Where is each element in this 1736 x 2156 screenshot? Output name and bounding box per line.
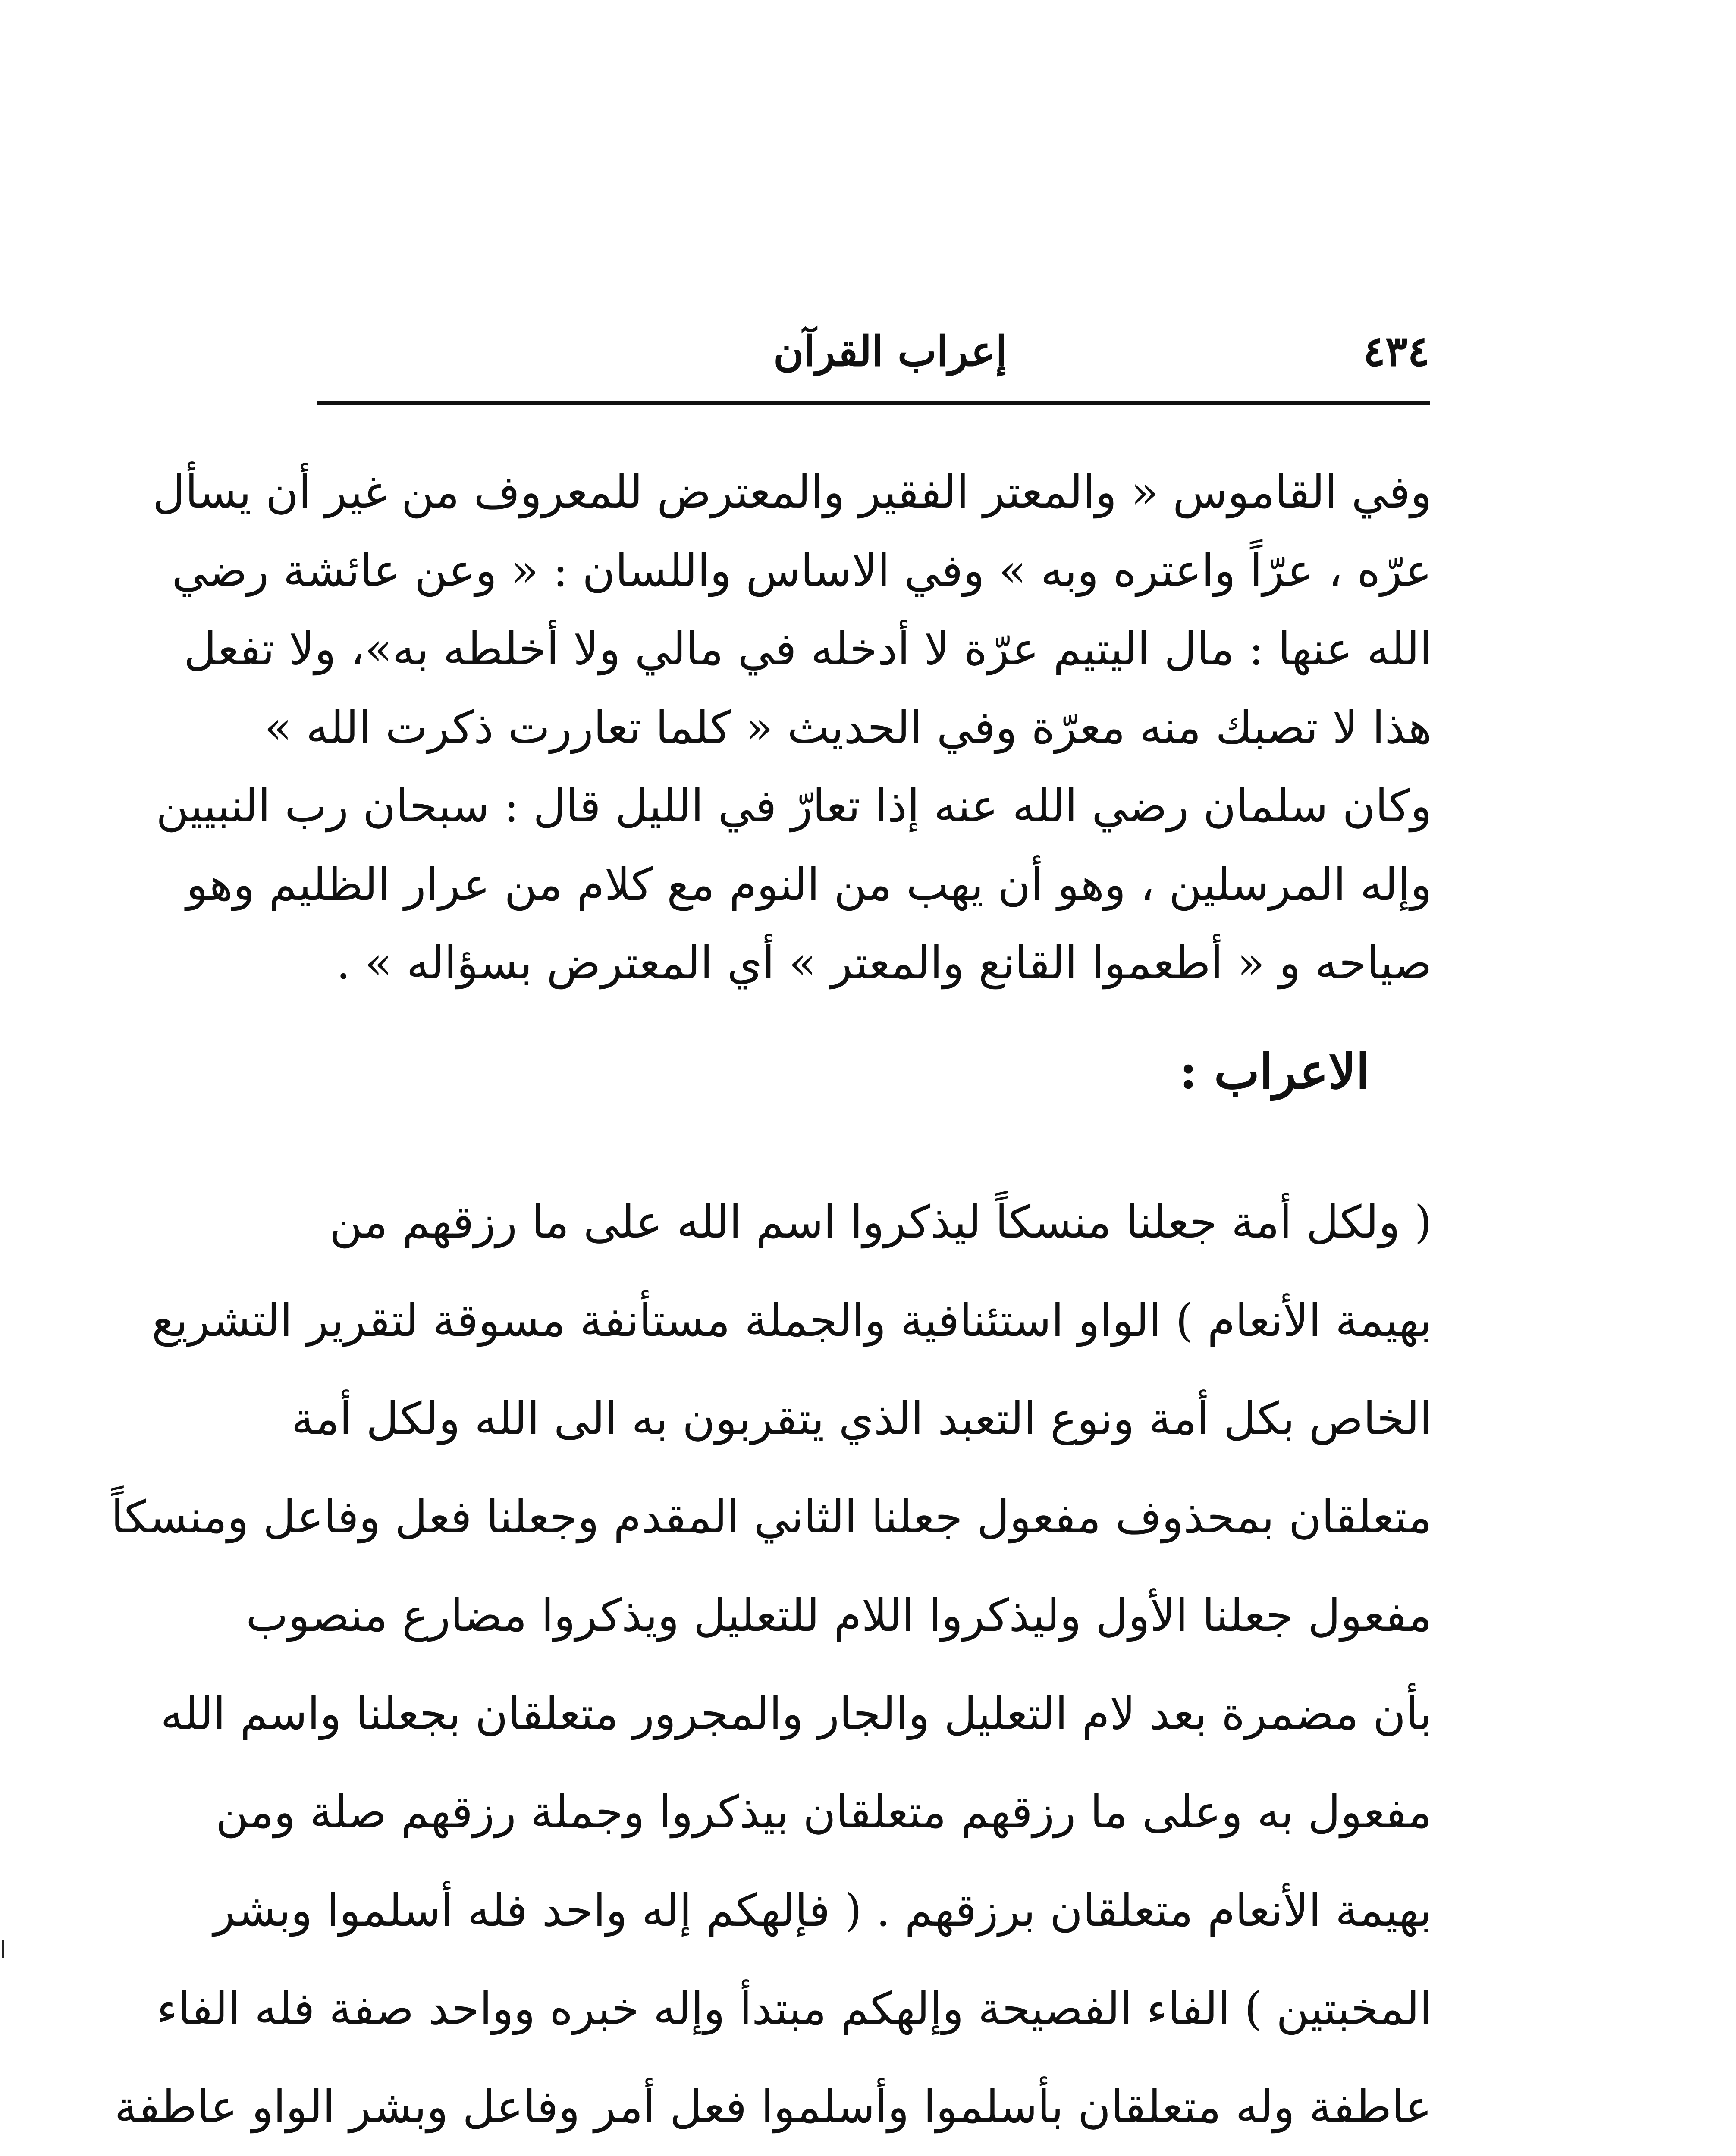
header-rule [317,401,1430,405]
text-line: مفعول جعلنا الأول وليذكروا اللام للتعليل ويذكروا مضارع منصوب [246,1589,1432,1642]
text-line: المخبتين ) الفاء الفصيحة وإلهكم مبتدأ وإله خبره وواحد صفة فله الفاء [157,1982,1432,2035]
text-line: ( ولكل أمة جعلنا منسكاً ليذكروا اسم الله على ما رزقهم من [329,1196,1432,1248]
page-header [317,319,1430,384]
text-line: بهيمة الأنعام ) الواو استئنافية والجملة مستأنفة مسوقة لتقرير التشريع [151,1294,1432,1347]
text-line: الخاص بكل أمة ونوع التعبد الذي يتقربون به الى الله ولكل أمة [291,1392,1432,1445]
text-line: وإله المرسلين ، وهو أن يهب من النوم مع كلام من عرار الظليم وهو [186,858,1432,911]
running-title: إعراب القرآن [773,327,1007,376]
paragraph-grammar [111,1173,1432,2156]
text-line: عاطفة وله متعلقان بأسلموا وأسلموا فعل أمر وفاعل وبشر الواو عاطفة [114,2081,1432,2133]
text-line: بهيمة الأنعام متعلقان برزقهم . ( فإلهكم إله واحد فله أسلموا وبشر [213,1884,1432,1937]
text-line: هذا لا تصبك منه معرّة وفي الحديث « كلما تعاررت ذكرت الله » [264,701,1432,754]
page-number: ٤٣٤ [1363,327,1430,376]
text-line: عرّه ، عرّاً واعتره وبه » وفي الاساس واللسان : « وعن عائشة رضي [172,544,1432,597]
text-line: بأن مضمرة بعد لام التعليل والجار والمجرور متعلقان بجعلنا واسم الله [160,1687,1432,1740]
paragraph-lexical-note [152,453,1432,1002]
text-line: وكان سلمان رضي الله عنه إذا تعارّ في الليل قال : سبحان رب النبيين [156,780,1432,832]
text-line: مفعول به وعلى ما رزقهم متعلقان بيذكروا وجملة رزقهم صلة ومن [215,1786,1432,1838]
scan-speck [2,1940,4,1958]
text-line: صياحه و « أطعموا القانع والمعتر » أي المعترض بسؤاله » . [336,937,1432,989]
text-line: وفي القاموس « والمعتر الفقير والمعترض للمعروف من غير أن يسأل [152,466,1432,518]
text-line: متعلقان بمحذوف مفعول جعلنا الثاني المقدم وجعلنا فعل وفاعل ومنسكاً [111,1491,1432,1543]
text-line: الله عنها : مال اليتيم عرّة لا أدخله في مالي ولا أخلطه به»، ولا تفعل [184,623,1432,675]
section-heading: الاعراب : [1179,1044,1369,1100]
